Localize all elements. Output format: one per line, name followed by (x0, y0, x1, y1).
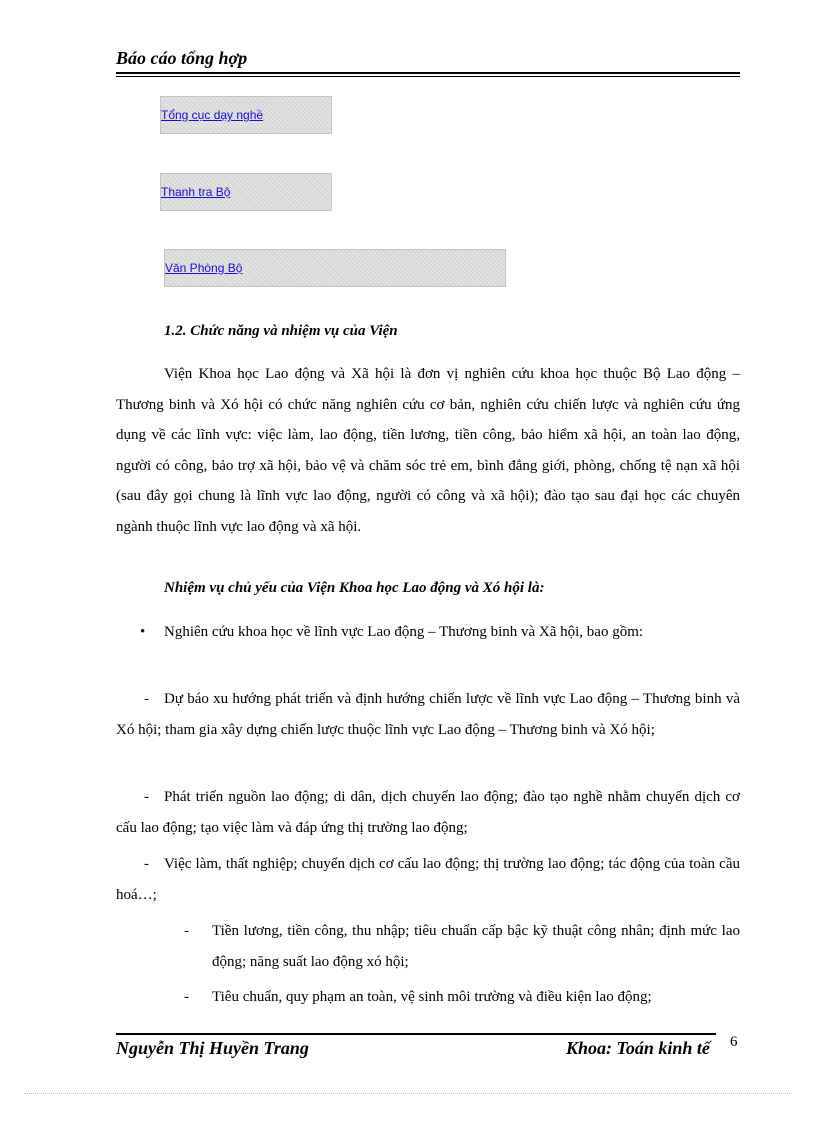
dash-item-text: Dự báo xu hướng phát triển và định hướng chiến lược về lĩnh vực Lao động – Thương binh và Xó hội; tham gia xây dựng chiến lược thuộc lĩnh vực Lao động – Thương binh và Xó hội; (116, 691, 740, 738)
section-heading: 1.2. Chức năng và nhiệm vụ của Viện (164, 323, 398, 339)
dash-item (116, 849, 740, 910)
page-bottom-border (24, 1093, 792, 1094)
intro-paragraph: Viện Khoa học Lao động và Xã hội là đơn vị nghiên cứu khoa học thuộc Bộ Lao động – Thương binh và Xó hội có chức năng nghiên cứu cơ bản, nghiên cứu chiến lược và nghiên cứu ứng dụng về các lĩnh vực: việc làm, lao động, tiền lương, tiền công, bảo hiểm xã hội, an toàn lao động, người có công, bảo trợ xã hội, bảo vệ và chăm sóc trẻ em, bình đẳng giới, phòng, chống tệ nạn xã hội (sau đây gọi chung là lĩnh vực lao động, người có công và xã hội); đào tạo sau đại học các chuyên ngành thuộc lĩnh vực lao động và xã hội. (116, 366, 740, 535)
dash-marker: - (144, 789, 149, 805)
header-title: Báo cáo tổng hợp (116, 48, 248, 68)
sub-dash-item-text: Tiền lương, tiền công, thu nhập; tiêu chuẩn cấp bậc kỹ thuật công nhân; định mức lao động; năng suất lao động xó hội; (212, 923, 740, 970)
dash-item (116, 782, 740, 843)
link-tong-cuc-day-nghe[interactable]: Tổng cục dạy nghề (161, 108, 264, 122)
sub-dash-item (184, 982, 740, 1013)
footer-department: Khoa: Toán kinh tế (566, 1038, 710, 1058)
footer-rule (116, 1033, 716, 1035)
dash-marker: - (144, 691, 149, 707)
dash-marker: - (184, 923, 189, 939)
sub-dash-item-text: Tiêu chuẩn, quy phạm an toàn, vệ sinh môi trường và điều kiện lao động; (212, 989, 652, 1005)
duties-subheading: Nhiệm vụ chủ yếu của Viện Khoa học Lao động và Xó hội là: (164, 580, 545, 596)
org-box-thanh-tra-bo (160, 173, 332, 211)
page-number: 6 (730, 1034, 738, 1050)
bullet-item (116, 617, 740, 648)
dash-item (116, 684, 740, 745)
footer-author: Nguyễn Thị Huyền Trang (116, 1038, 309, 1058)
bullet-icon: • (140, 624, 146, 640)
header-rule-thick (116, 72, 740, 74)
org-box-van-phong-bo (164, 249, 506, 287)
bullet-text: Nghiên cứu khoa học về lĩnh vực Lao động – Thương binh và Xã hội, bao gồm: (164, 624, 644, 640)
dash-item-text: Việc làm, thất nghiệp; chuyển dịch cơ cấu lao động; thị trường lao động; tác động của toàn cầu hoá…; (116, 856, 740, 903)
link-thanh-tra-bo[interactable]: Thanh tra Bộ (161, 185, 231, 199)
dash-marker: - (184, 989, 189, 1005)
link-van-phong-bo[interactable]: Văn Phòng Bộ (165, 261, 243, 275)
dash-item-text: Phát triển nguồn lao động; di dân, dịch chuyển lao động; đào tạo nghề nhằm chuyển dịch cơ cấu lao động; tạo việc làm và đáp ứng thị trường lao động; (116, 789, 740, 836)
sub-dash-item (184, 916, 740, 977)
org-box-tong-cuc-day-nghe (160, 96, 332, 134)
dash-marker: - (144, 856, 149, 872)
header-rule-thin (116, 76, 740, 77)
